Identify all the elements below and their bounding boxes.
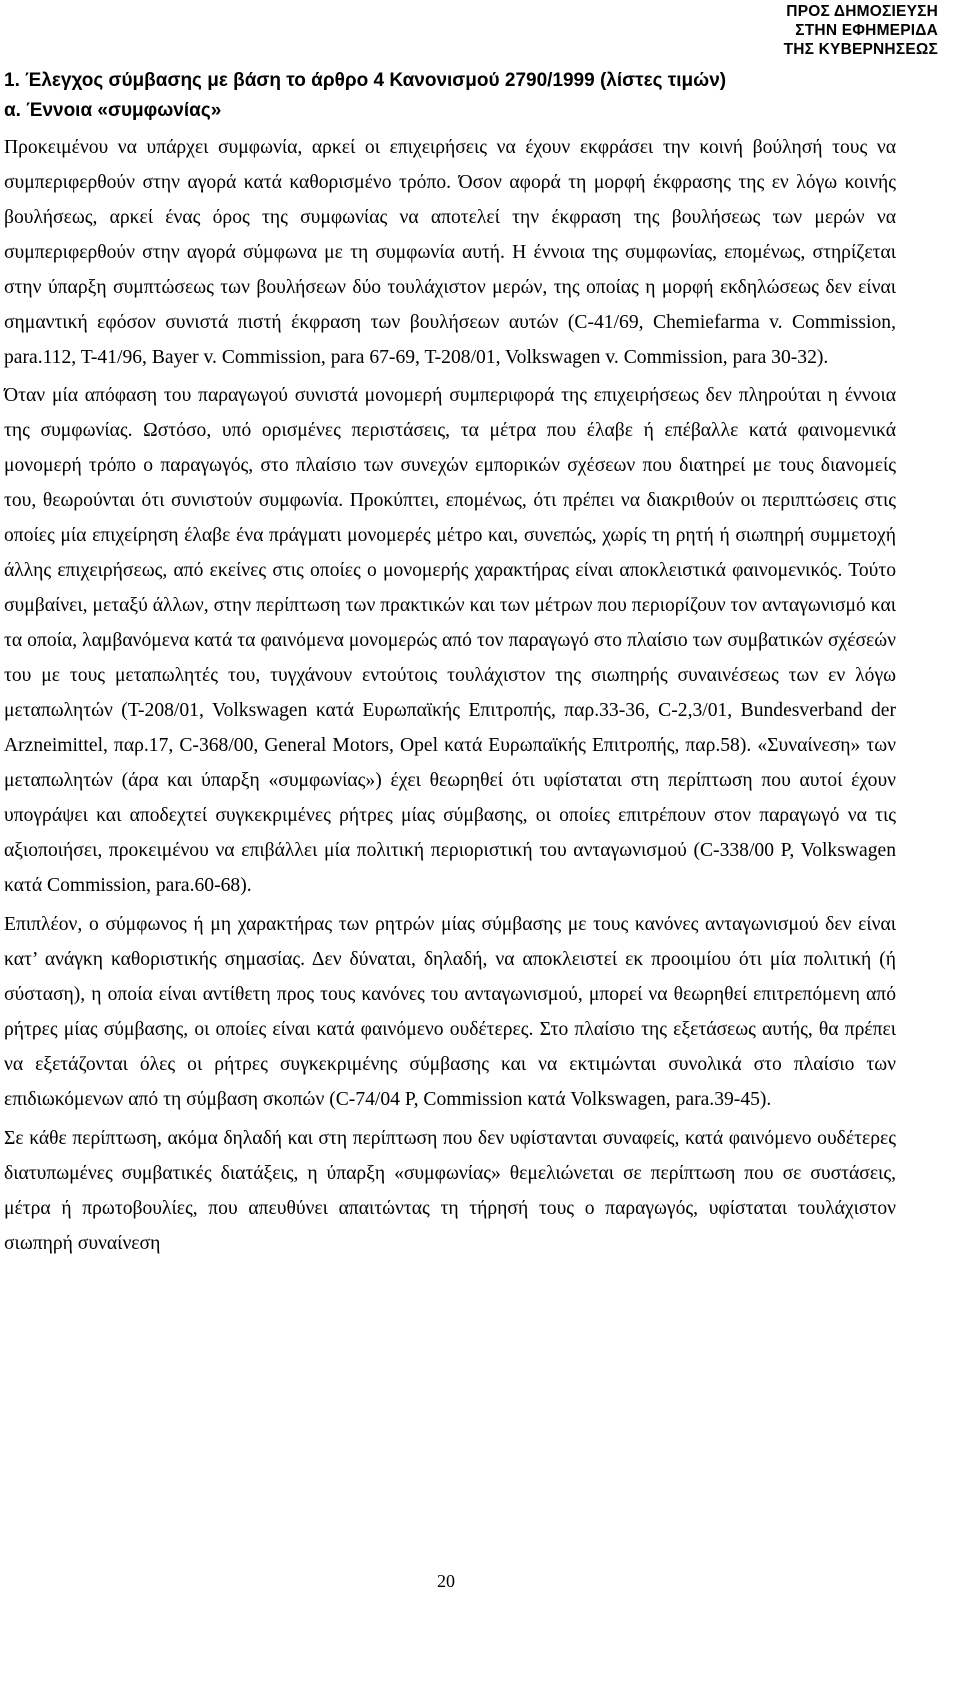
paragraph-unilateral-conduct: Όταν μία απόφαση του παραγωγού συνιστά μονομερή συμπεριφορά της επιχειρήσεως δεν πληρούται η έννοια της συμφωνίας. Ωστόσο, υπό ορισμένες περιστάσεις, τα μέτρα που έλαβε ή επέβαλλε κατά φαινομενικά μονομερή τρόπο ο παραγωγός, στο πλαίσιο των συνεχών εμπορικών σχέσεων που διατηρεί με τους διανομείς του, θεωρούνται ότι συνιστούν συμφωνία. Προκύπτει, επομένως, ότι πρέπει να διακριθούν οι περιπτώσεις στις οποίες μία επιχείρηση έλαβε ένα πράγματι μονομερές μέτρο και, συνεπώς, χωρίς τη ρητή ή σιωπηρή συμμετοχή άλλης επιχειρήσεως, από εκείνες στις οποίες ο μονομερής χαρακτήρας είναι αποκλειστικά φαινομενικός. Τούτο συμβαίνει, μεταξύ άλλων, στην περίπτωση των πρακτικών και των μέτρων που περιορίζουν τον ανταγωνισμό και τα οποία, λαμβανόμενα κατά τα φαινόμενα μονομερώς από τον παραγωγό στο πλαίσιο των συμβατικών σχέσεών του με τους μεταπωλητές του, τυγχάνουν εντούτοις τουλάχιστον της σιωπηρής συναινέσεως των εν λόγω μεταπωλητών (T-208/01, Volkswagen κατά Ευρωπαϊκής Επιτροπής, παρ.33-36, C-2,3/01, Bundesverband der Arzneimittel, παρ.17, C-368/00, General Motors, Opel κατά Ευρωπαϊκής Επιτροπής, παρ.58). «Συναίνεση» των μεταπωλητών (άρα και ύπαρξη «συμφωνίας») έχει θεωρηθεί ότι υφίσταται στη περίπτωση που αυτοί έχουν υπογράψει και αποδεχτεί συγκεκριμένες ρήτρες μίας σύμβασης, οι οποίες επιτρέπουν στον παραγωγό να τις αξιοποιήσει, προκειμένου να επιβάλλει μία πολιτική περιοριστική του ανταγωνισμού (C-338/00 P, Volkswagen κατά Commission, para.60-68). xyxy=(4,385,896,896)
section-heading: 1. Έλεγχος σύμβασης με βάση το άρθρο 4 Κανονισμού 2790/1999 (λίστες τιμών) xyxy=(4,70,727,91)
stamp-line-2: ΣΤΗΝ ΕΦΗΜΕΡΙΔΑ xyxy=(795,22,938,39)
paragraph-neutral-clauses: Επιπλέον, ο σύμφωνος ή μη χαρακτήρας των ρητρών μίας σύμβασης με τους κανόνες ανταγωνισμού δεν είναι κατ’ ανάγκη καθοριστικής σημασίας. Δεν δύναται, δηλαδή, να αποκλειστεί εκ προοιμίου ότι μία πολιτική (ή σύσταση), η οποία είναι αντίθετη προς τους κανόνες του ανταγωνισμού, μπορεί να θεωρηθεί επιτρεπόμενη από ρήτρες μίας σύμβασης, οι οποίες είναι κατά φαινόμενο ουδέτερες. Στο πλαίσιο της εξετάσεως αυτής, θα πρέπει να εξετάζονται όλες οι ρήτρες συγκεκριμένης σύμβασης και να εκτιμώνται συνολικά στο πλαίσιο των επιδιωκόμενων από τη σύμβαση σκοπών (C-74/04 P, Commission κατά Volkswagen, para.39-45). xyxy=(4,914,896,1110)
paragraph-agreement-definition: Προκειμένου να υπάρχει συμφωνία, αρκεί οι επιχειρήσεις να έχουν εκφράσει την κοινή βούλησή τους να συμπεριφερθούν στην αγορά κατά καθορισμένο τρόπο. Όσον αφορά τη μορφή έκφρασης της εν λόγω κοινής βουλήσεως, αρκεί ένας όρος της συμφωνίας να αποτελεί την έκφραση της βουλήσεως των μερών να συμπεριφερθούν στην αγορά σύμφωνα με τη συμφωνία αυτή. Η έννοια της συμφωνίας, επομένως, στηρίζεται στην ύπαρξη συμπτώσεως των βουλήσεων δύο τουλάχιστον μερών, της οποίας η μορφή εκδηλώσεως δεν είναι σημαντική εφόσον συνιστά πιστή έκφραση των βουλήσεων αυτών (C-41/69, Chemiefarma v. Commission, para.112, T-41/96, Bayer v. Commission, para 67-69, T-208/01, Volkswagen v. Commission, para 30-32). xyxy=(4,137,896,368)
document-body xyxy=(4,66,896,1261)
stamp-line-1: ΠΡΟΣ ΔΗΜΟΣΙΕΥΣΗ xyxy=(786,3,938,20)
page-number: 20 xyxy=(437,1571,455,1591)
subsection-heading: α. Έννοια «συμφωνίας» xyxy=(4,100,222,121)
publication-stamp xyxy=(784,2,938,59)
paragraph-tacit-consent: Σε κάθε περίπτωση, ακόμα δηλαδή και στη περίπτωση που δεν υφίστανται συναφείς, κατά φαινόμενο ουδέτερες διατυπωμένες συμβατικές διατάξεις, η ύπαρξη «συμφωνίας» θεμελιώνεται σε περίπτωση που σε συστάσεις, μέτρα ή πρωτοβουλίες, που απευθύνει απαιτώντας τη τήρησή τους ο παραγωγός, υφίσταται τουλάχιστον σιωπηρή συναίνεση xyxy=(4,1128,896,1254)
stamp-line-3: ΤΗΣ ΚΥΒΕΡΝΗΣΕΩΣ xyxy=(783,41,938,58)
